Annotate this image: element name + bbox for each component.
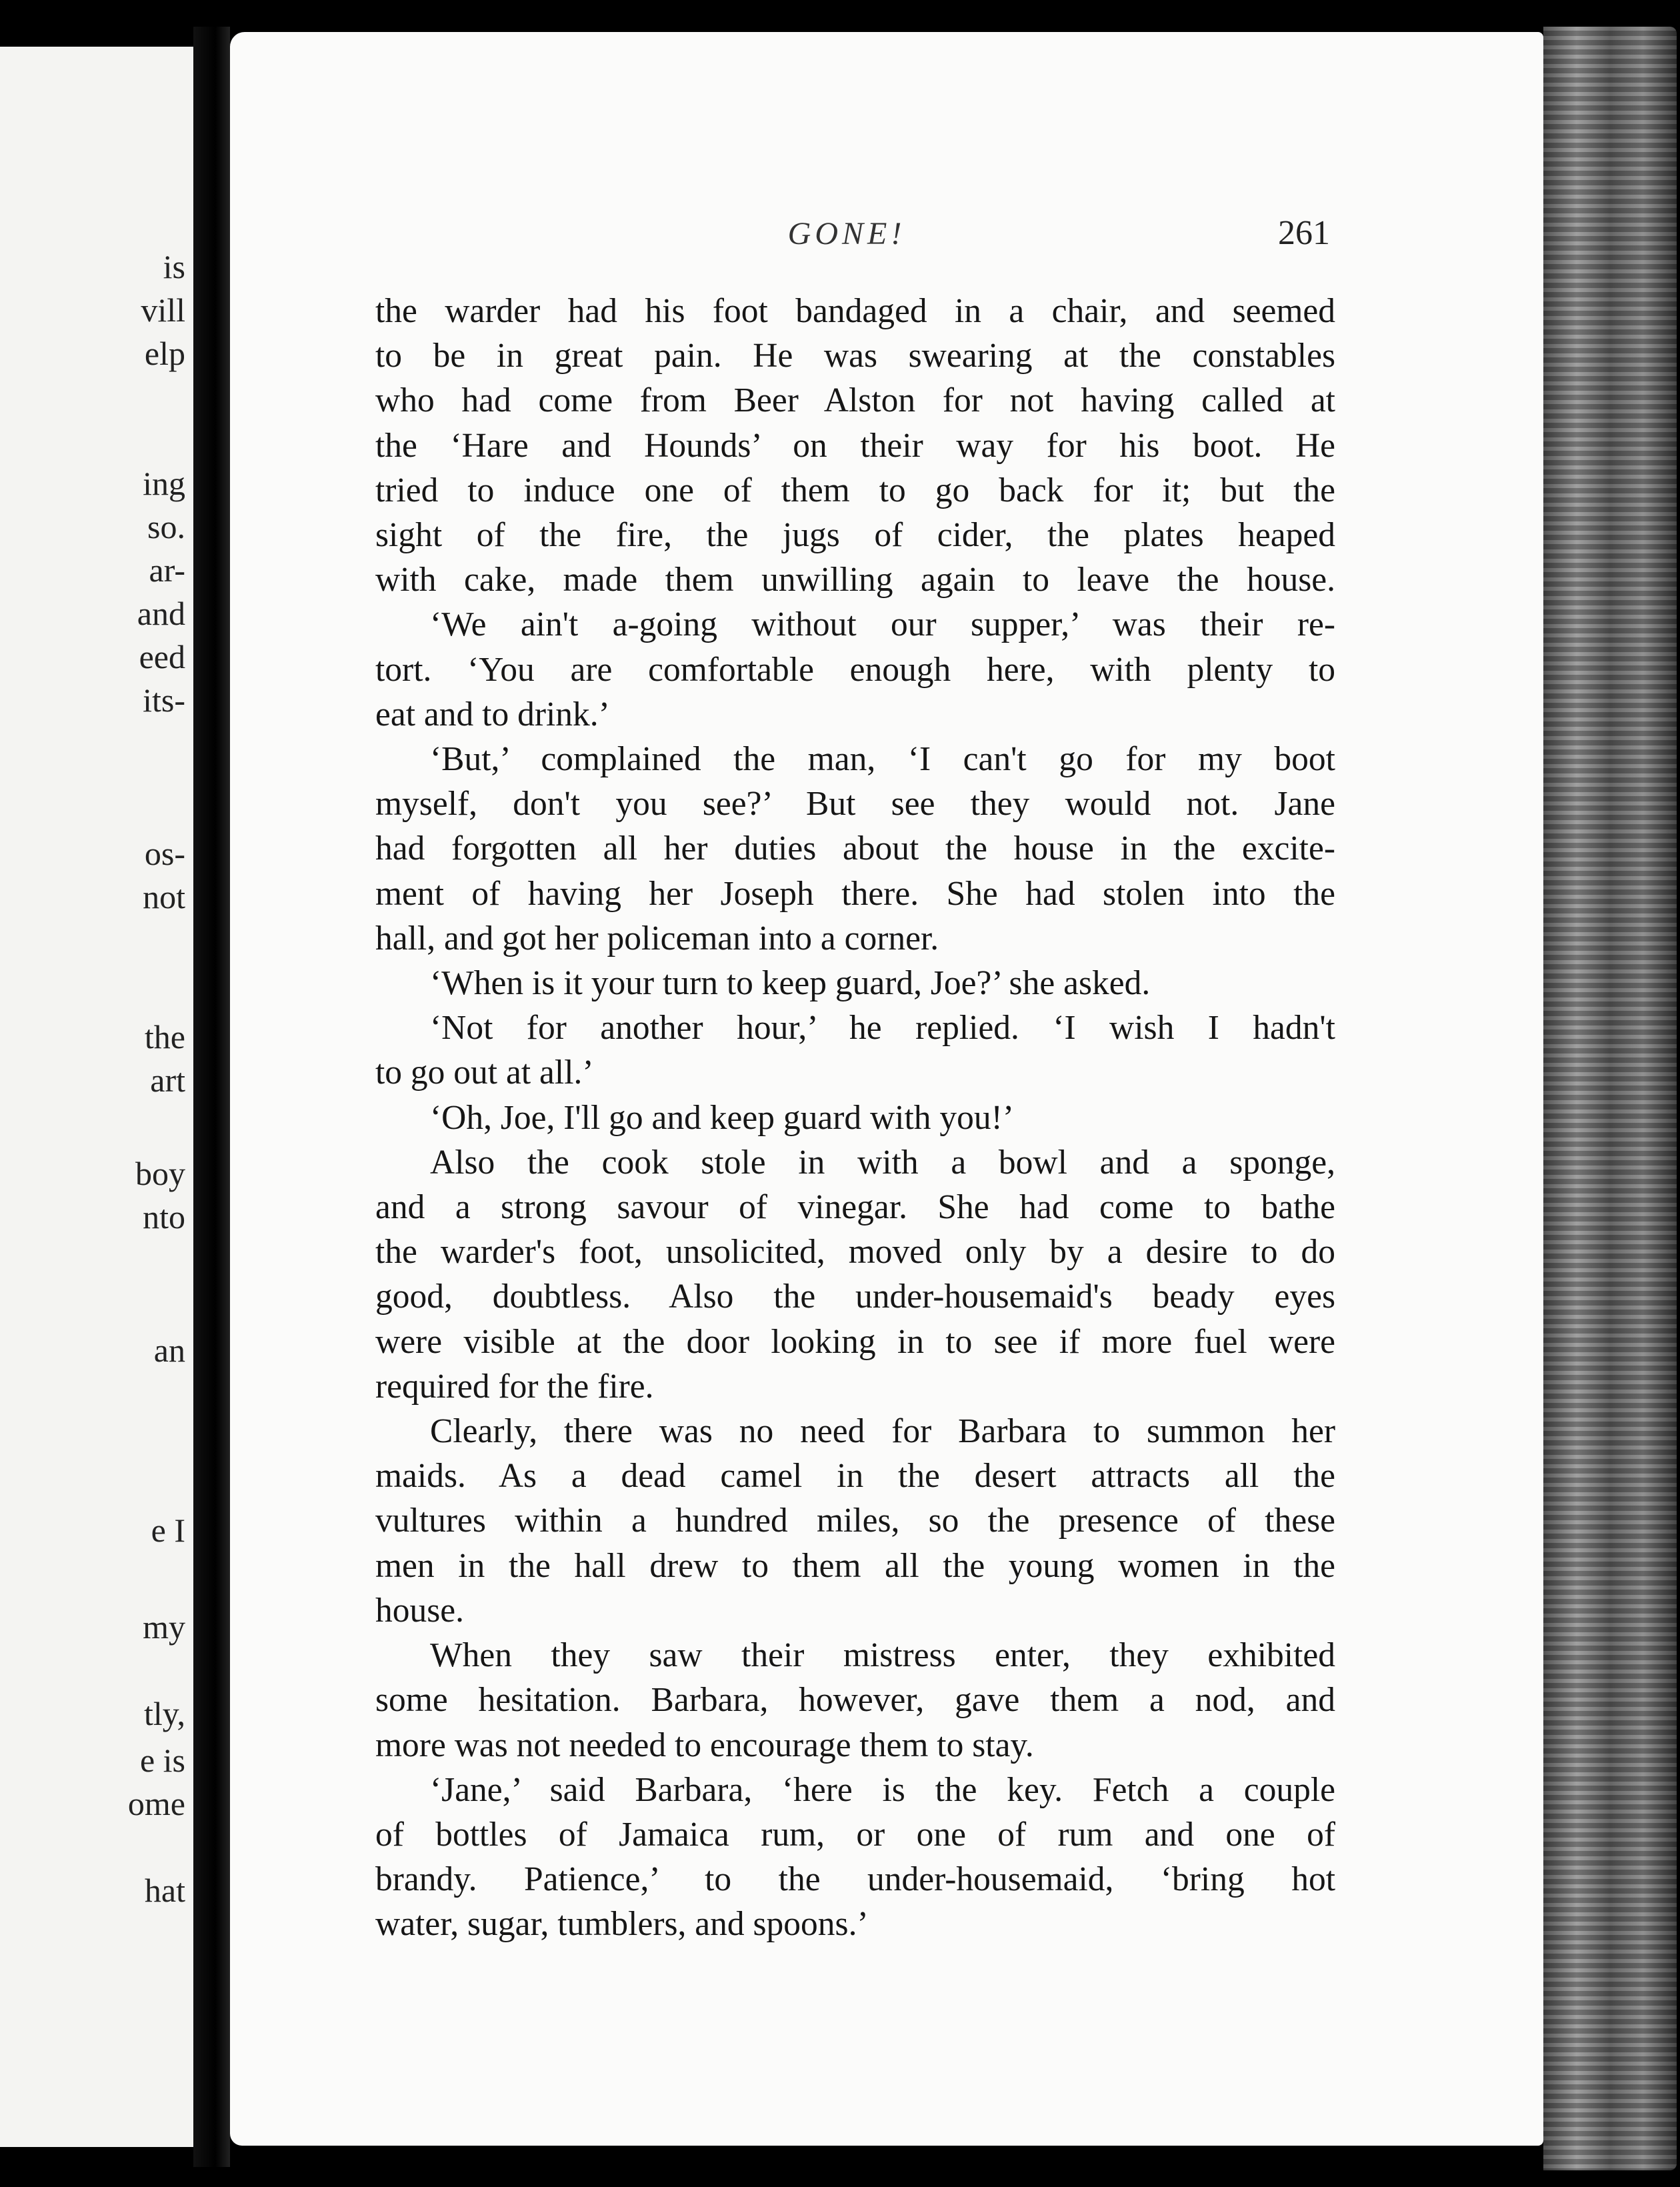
text-line: to go out at all.’ bbox=[375, 1053, 594, 1092]
text-line: Also the cook stole in with a bowl and a sponge, bbox=[430, 1143, 1335, 1182]
facing-page-fragment: ar- bbox=[149, 551, 185, 589]
text-line: ‘But,’ complained the man, ‘I can't go for my boot bbox=[430, 740, 1335, 779]
text-line: more was not needed to encourage them to stay. bbox=[375, 1726, 1034, 1764]
text-line: had forgotten all her duties about the house in the excite- bbox=[375, 829, 1335, 868]
facing-page-fragment: hat bbox=[144, 1872, 185, 1909]
text-line: of bottles of Jamaica rum, or one of rum and one of bbox=[375, 1815, 1335, 1854]
text-line: required for the fire. bbox=[375, 1367, 654, 1406]
facing-page-fragment: and bbox=[137, 595, 185, 632]
book-page bbox=[230, 32, 1543, 2146]
facing-page-fragment: my bbox=[143, 1608, 185, 1646]
text-line: who had come from Beer Alston for not having called at bbox=[375, 381, 1335, 420]
text-line: the warder had his foot bandaged in a chair, and seemed bbox=[375, 292, 1335, 330]
page-block-edge bbox=[1543, 27, 1677, 2170]
text-line: hall, and got her policeman into a corner. bbox=[375, 919, 939, 957]
text-line: tort. ‘You are comfortable enough here, with plenty to bbox=[375, 650, 1335, 689]
facing-page-fragment: not bbox=[143, 878, 185, 915]
facing-page-fragment: is bbox=[163, 248, 185, 285]
text-line: the warder's foot, unsolicited, moved only by a desire to do bbox=[375, 1233, 1335, 1272]
text-line: myself, don't you see?’ But see they would not. Jane bbox=[375, 785, 1335, 823]
text-line: with cake, made them unwilling again to leave the house. bbox=[375, 561, 1335, 599]
text-line: brandy. Patience,’ to the under-housemaid, ‘bring hot bbox=[375, 1860, 1335, 1899]
text-line: maids. As a dead camel in the desert attracts all the bbox=[375, 1457, 1335, 1496]
facing-page-fragment: ome bbox=[127, 1785, 185, 1822]
text-line: to be in great pain. He was swearing at the constables bbox=[375, 337, 1335, 375]
running-title: GONE! bbox=[787, 216, 906, 251]
facing-page-fragment: nto bbox=[143, 1198, 185, 1236]
facing-page-edge bbox=[0, 47, 193, 2147]
text-line: ‘We ain't a-going without our supper,’ was their re- bbox=[430, 605, 1335, 644]
text-line: When they saw their mistress enter, they exhibited bbox=[430, 1636, 1335, 1675]
text-line: some hesitation. Barbara, however, gave them a nod, and bbox=[375, 1681, 1335, 1720]
facing-page-fragment: eed bbox=[139, 638, 185, 675]
text-line: Clearly, there was no need for Barbara to summon her bbox=[430, 1412, 1335, 1451]
book-gutter bbox=[193, 27, 230, 2167]
facing-page-fragment: art bbox=[150, 1061, 185, 1099]
facing-page-fragment: e is bbox=[139, 1742, 185, 1779]
text-line: ‘Not for another hour,’ he replied. ‘I wish I hadn't bbox=[430, 1009, 1335, 1047]
facing-page-fragment: its- bbox=[143, 681, 185, 719]
facing-page-fragment: tly, bbox=[143, 1695, 185, 1732]
text-line: eat and to drink.’ bbox=[375, 695, 610, 733]
text-line: and a strong savour of vinegar. She had come to bathe bbox=[375, 1188, 1335, 1227]
text-line: water, sugar, tumblers, and spoons.’ bbox=[375, 1905, 869, 1944]
text-line: ‘Jane,’ said Barbara, ‘here is the key. Fetch a couple bbox=[430, 1770, 1335, 1809]
facing-page-fragment: the bbox=[144, 1018, 185, 1055]
text-line: good, doubtless. Also the under-housemaid's beady eyes bbox=[375, 1278, 1335, 1316]
page-number: 261 bbox=[1278, 214, 1330, 252]
text-line: ment of having her Joseph there. She had stolen into the bbox=[375, 874, 1335, 913]
text-line: vultures within a hundred miles, so the presence of these bbox=[375, 1502, 1335, 1540]
text-line: ‘When is it your turn to keep guard, Joe?’ she asked. bbox=[430, 964, 1151, 1003]
text-line: the ‘Hare and Hounds’ on their way for his boot. He bbox=[375, 426, 1335, 465]
facing-page-fragment: boy bbox=[135, 1155, 185, 1192]
body-text bbox=[375, 289, 1335, 1947]
facing-page-fragment: os- bbox=[144, 835, 185, 872]
facing-page-fragment: elp bbox=[144, 335, 185, 372]
facing-page-fragment: so. bbox=[147, 508, 185, 545]
text-line: sight of the fire, the jugs of cider, the plates heaped bbox=[375, 516, 1335, 555]
facing-page-fragment: ing bbox=[143, 465, 185, 502]
text-line: house. bbox=[375, 1591, 465, 1630]
page-header bbox=[230, 199, 1543, 259]
facing-page-fragment: e I bbox=[151, 1512, 185, 1549]
text-line: men in the hall drew to them all the young women in the bbox=[375, 1546, 1335, 1585]
text-line: were visible at the door looking in to see if more fuel were bbox=[375, 1322, 1335, 1361]
facing-page-fragment: an bbox=[153, 1332, 185, 1369]
text-line: ‘Oh, Joe, I'll go and keep guard with you!’ bbox=[430, 1098, 1014, 1137]
facing-page-fragment: vill bbox=[141, 291, 185, 329]
text-line: tried to induce one of them to go back for it; but the bbox=[375, 471, 1335, 509]
